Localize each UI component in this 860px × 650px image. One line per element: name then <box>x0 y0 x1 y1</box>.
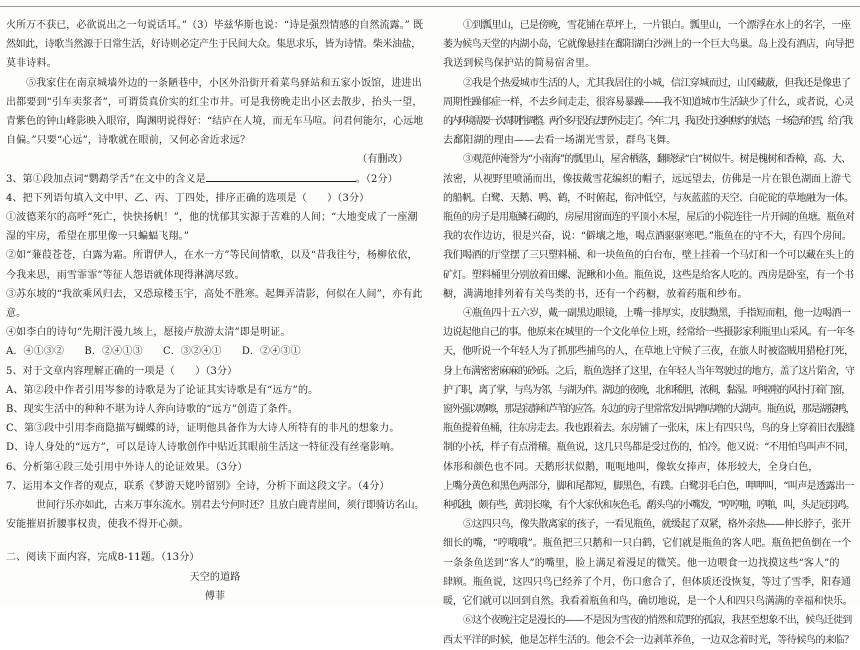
paragraph-line: 橱，满满地排列着有关鸟类的书，还有一个药橱，放着药瓶和纱布。 <box>443 288 748 300</box>
paragraph-line: 莫非诗料。 <box>6 58 57 70</box>
paragraph-line: 窗外强以嚓嚓，那是寂静和芦苇的应答。东边的房子里常常发出咕噜咕噜的大湖声。瓶鱼说，那是湖猿鸭， <box>443 404 855 416</box>
paragraph-line: 瓶鱼的房子是用瓶鳞石砌的，房屋用窗面连的平顶小木屋，屋后的小院连往一片开阔的鱼塘。瓶鱼对 <box>443 212 855 224</box>
section-heading: 二、阅读下面内容，完成8-11题。（13分） <box>6 552 200 564</box>
answer-blank[interactable] <box>206 170 356 182</box>
paragraph-line: 细长的嘴，“哼哦哦”。瓶鱼把三只鹅和一只白鹤，它们就是瓶鱼的客人吧。瓶鱼把鱼倒在一个 <box>443 538 852 550</box>
paragraph-line: 我送到候鸟保护站的简易宿舍里。 <box>443 58 596 70</box>
paragraph-line: ⑤这四只鸟，像失散离家的孩子，一看见瓶鱼，就缓起了双紧，格外亲热——伸长脖子，张开 <box>463 519 851 531</box>
paragraph-line: 然如此，诗歌当然源于日常生活，好诗则必定产生于民间大众。集思求乐，皆为诗情。柴米油盐， <box>6 39 421 51</box>
option-line: ②如“蒹葭苍苍，白露为霜。所谓伊人，在水一方”等民间情歌，以及“昔我往兮，杨柳依依， <box>6 250 418 262</box>
paragraph-line: 的内环境需要一次周期性调整。两个多月没有去野外走走了。今年二月，我正处于这种焦灼的状态，一场急弃的雪，给了我 <box>443 116 851 128</box>
paragraph-line: 制的小袄，样子有点滑稽。瓶鱼说，这几只鸟都是受过伤的，怕冷。他又说：“不用怕鸟叫声不同， <box>443 442 854 454</box>
option-line: B、现实生活中的种种不堪为诗人奔向诗歌的“远方”创造了条件。 <box>6 404 299 416</box>
paragraph-line: 的船帆。白鹭、天鹅、鸭、鹤，不时俯起，衔冲低空，与灰蓝蓝的天空、白砣砣的草地融为一体。 <box>443 192 854 204</box>
option-line: D、诗人身处的“远方”，可以是诗人诗歌创作中贴近其眼前生活这一特征没有丝毫影响。 <box>6 442 401 454</box>
paragraph-line: ④瓶鱼四十五六岁，戴一副黑边眼镜，上嘴一排厚实，皮肤黝黑，手指短而粗，他一边喝酒一 <box>463 308 851 320</box>
paragraph-line: ⑥这个夜晚注定是漫长的——不是因为雪夜的悄然和荒野的孤寂，我甚至想象不出，候鸟迁徙到 <box>463 615 852 627</box>
paragraph-line: ③观范仲淹誉为“小南海”的瓢里山，屋舍栖落，翻晓绿“白”树似牛。树是槐树和香樟，高、大、 <box>463 154 851 166</box>
paragraph-line: 去鄱阳湖的理由——去看一场湖光雪景，群鸟飞舞。 <box>443 135 677 147</box>
option-line: ①波德莱尔的高呼“死亡，快快扬帆！”，他的忧郁其实源于苦难的人间；“大地变成了一座潮 <box>6 212 418 224</box>
option-line: 今我来思，雨雪霏霏”等征人怨语就体现得淋漓尽致。 <box>6 269 245 281</box>
paragraph-line: 我的农作边访，很是兴奋，说：“僻壤之地，喝点酒驱驱寒吧。”瓶鱼在的守不大，有四个房间。 <box>443 231 852 243</box>
choice-options: A．④①③② B．②④①③ C．③②④① D．②④③① <box>6 346 301 358</box>
article-author: 傅菲 <box>204 590 226 602</box>
question-5: 5、对于文章内容理解正确的一项是（ ）（3分） <box>6 365 238 377</box>
spacer <box>6 534 424 548</box>
option-line: ④如李白的诗句“先期汗漫九垓上，愿接卢敖游太清”即是明证。 <box>6 327 291 339</box>
paragraph-line: 身上布满密密麻麻的砂砾。之后，瓶鱼选择了这里，在年轻人当年驾驶过的地方，盖了这片陷舍，守 <box>443 365 855 377</box>
article-title: 天空的道路 <box>189 571 241 583</box>
paragraph-line: 暖，它们就可以回到自然。我看着瓶鱼和鸟，确切地说，是一个人和四只鸟满满的幸福和快乐。 <box>443 596 853 608</box>
paragraph-line: 上嘴分黄色和黑色两部分，脚和尾都短，脚黑色，有蹼。白鹭羽毛白色，呷呷叫，“叫声是透露出一 <box>443 480 854 492</box>
option-line: A、第②段中作者引用岑参的诗歌是为了论证其实诗歌是有“远方”的。 <box>6 384 319 396</box>
option-line: C、第③段中引用李商隐描写蝴蝶的诗，证明他具备作为大诗人所特有的非凡的想象力。 <box>6 423 400 435</box>
paragraph-line: 矿灯。塑料桶里分别放着田螺、泥鳅和小鱼。瓶鱼说，这些是给客人吃的。西房是卧室，有一个书 <box>443 269 854 281</box>
paragraph-line: 火所万不获已，必欲说出之一句说话耳。”（3）毕兹华斯也说：“诗是强烈情感的自然流露。” 既 <box>6 20 424 31</box>
paragraph-line: 萎为候鸟天堂的内湖小岛，它就像悬挂在鄱阳湖白沙洲上的一个巨大鸟巢。岛上没有酒店，向导把 <box>443 39 854 51</box>
right-column <box>443 16 854 650</box>
question-6: 6、分析第④段三处引用中外诗人的论证效果。（3分） <box>6 461 248 473</box>
paragraph-line: 护了职，离了掌，与鸟为邻，与湖为伴。湖边的夜晚，北和稀胆，浓稠，黏湿。呼啦啦的风扑打着门窗， <box>443 384 851 396</box>
question-4: 4、把下列语句填入文中甲、乙、丙、丁四处，排序正确的选项是（ ）（3分） <box>6 192 370 204</box>
option-line: 意。 <box>6 308 27 320</box>
paragraph-line: 一条条鱼送到“客人”的嘴里，脸上满足着漫足的微笑。他一边喂食一边找摸这些“客人”的 <box>443 557 840 569</box>
paragraph-line: 边说起他自己的事。他原来在城里的一个文化单位上班，经常给一些摄影家利瓶里山采风。有一年冬 <box>443 327 855 339</box>
left-column <box>6 16 424 606</box>
poem-line: 世间行乐亦如此，古来万事东流水。别君去兮何时还？且放白鹿青崖间，须行即骑访名山。 <box>36 500 424 512</box>
paragraph-line: 出都要到“引车卖浆者”，可谓货真价实的红尘市井。可是我傍晚走出小区去散步，抬头一望， <box>6 96 423 108</box>
paragraph-line: 西太平洋的时候，他是怎样生活的。他会不会一边剥革养鱼，一边双念着时光，等待候鸟的来临？ <box>443 634 854 646</box>
paragraph-line: ②我是个热爱城市生活的人，尤其我居住的小城，信江穿城而过，山冈藏蔽，但我还是像患了 <box>463 77 851 89</box>
option-line: ③苏东坡的“我欲乘风归去，又恐琼楼玉宇，高处不胜寒。起舞弄清影，何似在人间”，亦有此 <box>6 288 423 300</box>
paragraph-line: ⑤我家住在南京城墙外边的一条陋巷中，小区外沿街开着菜鸟驿站和五家小饭馆，进进出 <box>26 77 422 89</box>
question-3 <box>6 170 424 189</box>
option-line: 湿的牢房，希望在那里像一只蝙蝠飞翔。” <box>6 231 189 243</box>
paragraph-line: 瓶鱼提着鱼桶，往东房走去。我也跟着去。东房铺了一张床，床上有四只鸟，鸟的身上穿着旧衣服缝 <box>443 423 855 435</box>
paragraph-line: 浓密，从视野里喷涌而出，像拔戴雪花编织的帽子，远远望去，仿佛是一片在银色湖面上游弋 <box>443 173 851 185</box>
top-rule <box>0 6 860 7</box>
paragraph-line: 天，他听说一个年轻人为了抓那些捕鸟的人，在草地上守候了三夜，在旅人时被盗贼用猎枪打死， <box>443 346 854 358</box>
paragraph-line: 肆顾。瓶鱼说，这四只鸟已经养了个月，伤口愈合了，但体质还没恢复，等过了雪季，阳春通 <box>443 576 851 588</box>
poem-line: 安能摧眉折腰事权贵，使我不得开心颜。 <box>6 519 189 531</box>
paragraph-line: 我们喝酒的厅堂摆了三只塑料桶、和一块鱼鱼的白台布，壁上挂着一个马灯和一个可以藏在头上的 <box>443 250 854 262</box>
paragraph-line: 周期性躁郁症一样，不去乡间走走，很容易暴躁——我不知道城市生活缺少了什么，或者说，心灵 <box>443 96 854 108</box>
paragraph-line: 自偏。”只要“心远”，诗歌就在眼前，又何必舍近求远？ <box>6 135 251 147</box>
source-note: （有删改） <box>357 154 408 166</box>
paragraph-line: ①到瓢里山，已是傍晚，雪花铺在草坪上，一片银白。瓢里山，一个漂浮在水上的名字，一座 <box>463 20 851 31</box>
question-3-stem: 3、第①段加点词“鹦鹉学舌”在文中的含义是 <box>6 173 206 185</box>
question-7: 7、运用本文作者的观点，联系《梦游天姥吟留别》全诗，分析下面这段文字。（4分） <box>6 480 390 492</box>
paragraph-line: 体形和颜色也不同。天鹅形状似鹅，呃呃地叫，像软女捧声，体形较大，全身白色， <box>443 461 819 473</box>
paragraph-line: 种孤独，颇有些，黄羽长喙，有个大家伙和灰色毛。鹬头鸟的小嘴发，“哼哼啪，哼啪，叫，头足冠羽鸡。 <box>443 500 855 512</box>
paragraph-line: 青紫色的钟山峰影映入眼帘，陶渊明说得好：“结庐在人境，而无车马喧。问君何能尔，心远地 <box>6 116 424 128</box>
question-3-score: 。（2分） <box>355 173 398 185</box>
